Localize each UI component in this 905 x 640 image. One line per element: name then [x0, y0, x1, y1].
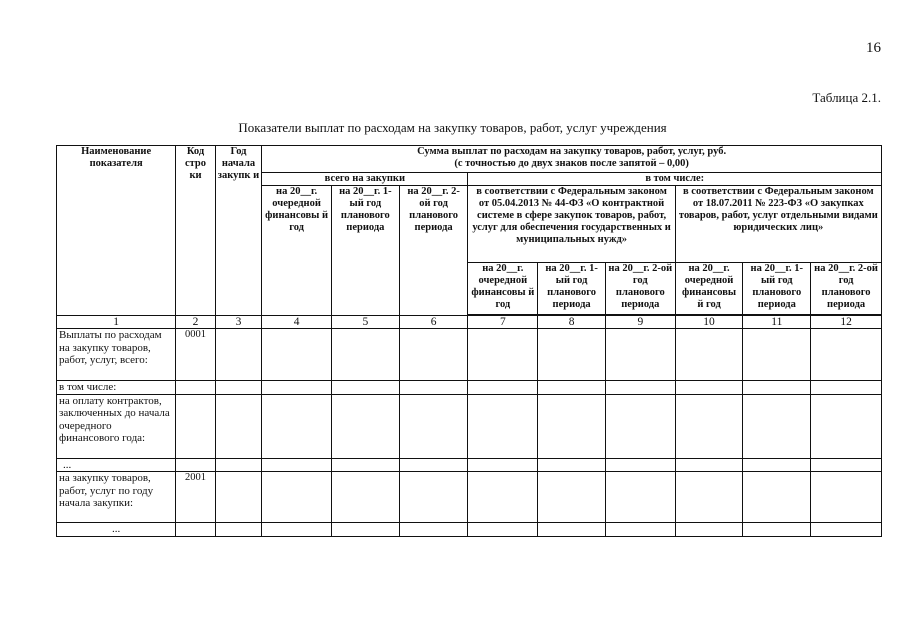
row-name: в том числе: — [57, 381, 176, 395]
row-code — [176, 381, 215, 395]
column-number: 10 — [675, 316, 743, 329]
header-total-period-1: на 20__г. очередной финансовы й год — [262, 186, 332, 316]
table-row — [57, 458, 882, 472]
column-number: 6 — [399, 316, 468, 329]
column-number: 8 — [538, 316, 606, 329]
header-sum-title: Сумма выплат по расходам на закупку товаров, работ, услуг, руб. — [417, 146, 727, 157]
row-name: Выплаты по расходам на закупку товаров, работ, услуг, всего: — [57, 329, 176, 381]
header-total-period-3: на 20__г. 2-ой год планового периода — [399, 186, 468, 316]
header-code: Код стро ки — [176, 146, 215, 316]
header-sum-subtitle: (с точностью до двух знаков после запятой – 0,00) — [454, 158, 689, 169]
table-row — [57, 394, 882, 458]
page-number: 16 — [866, 40, 881, 56]
document-title: Показатели выплат по расходам на закупку товаров, работ, услуг учреждения — [238, 120, 667, 135]
header-44-period-1: на 20__г. очередной финансовы й год — [468, 263, 538, 315]
header-year: Год начала закупк и — [215, 146, 262, 316]
table-row — [57, 381, 882, 395]
column-number: 12 — [811, 316, 882, 329]
column-number: 4 — [262, 316, 332, 329]
row-name: на оплату контрактов, заключенных до начала очередного финансового года: — [57, 394, 176, 458]
header-223-period-3: на 20__г. 2-ой год планового периода — [811, 263, 882, 315]
header-223-period-2: на 20__г. 1-ый год планового периода — [743, 263, 811, 315]
header-sum — [262, 146, 882, 173]
column-number: 7 — [468, 316, 538, 329]
header-total-group: всего на закупки — [262, 173, 468, 186]
row-name: ... — [57, 458, 176, 472]
table-row — [57, 472, 882, 523]
row-name: ... — [57, 523, 176, 537]
header-total-period-2: на 20__г. 1-ый год планового периода — [331, 186, 399, 316]
row-code — [176, 523, 215, 537]
row-code — [176, 458, 215, 472]
column-number: 11 — [743, 316, 811, 329]
header-44-period-3: на 20__г. 2-ой год планового периода — [605, 263, 675, 315]
payments-table — [56, 145, 882, 537]
row-name: на закупку товаров, работ, услуг по году начала закупки: — [57, 472, 176, 523]
row-code: 2001 — [176, 472, 215, 523]
table-label: Таблица 2.1. — [812, 90, 881, 105]
row-code — [176, 394, 215, 458]
table-row — [57, 329, 882, 381]
header-law-44: в соответствии с Федеральным законом от 05.04.2013 № 44-ФЗ «О контрактной системе в сфере закупок товаров, работ, услуг для обеспечения государственных и муниципальных нужд» — [468, 186, 675, 263]
column-number: 5 — [331, 316, 399, 329]
header-law-223: в соответствии с Федеральным законом от 18.07.2011 № 223-ФЗ «О закупках товаров, работ, услуг отдельными видами юридических лиц» — [675, 186, 881, 263]
column-number: 2 — [176, 316, 215, 329]
row-code: 0001 — [176, 329, 215, 381]
column-numbers-row — [57, 316, 882, 329]
column-number: 1 — [57, 316, 176, 329]
header-incl-group: в том числе: — [468, 173, 882, 186]
column-number: 3 — [215, 316, 262, 329]
header-name: Наименование показателя — [57, 146, 176, 316]
column-number: 9 — [605, 316, 675, 329]
header-44-period-2: на 20__г. 1-ый год планового периода — [538, 263, 606, 315]
header-223-period-1: на 20__г. очередной финансовы й год — [675, 263, 743, 315]
table-row — [57, 523, 882, 537]
